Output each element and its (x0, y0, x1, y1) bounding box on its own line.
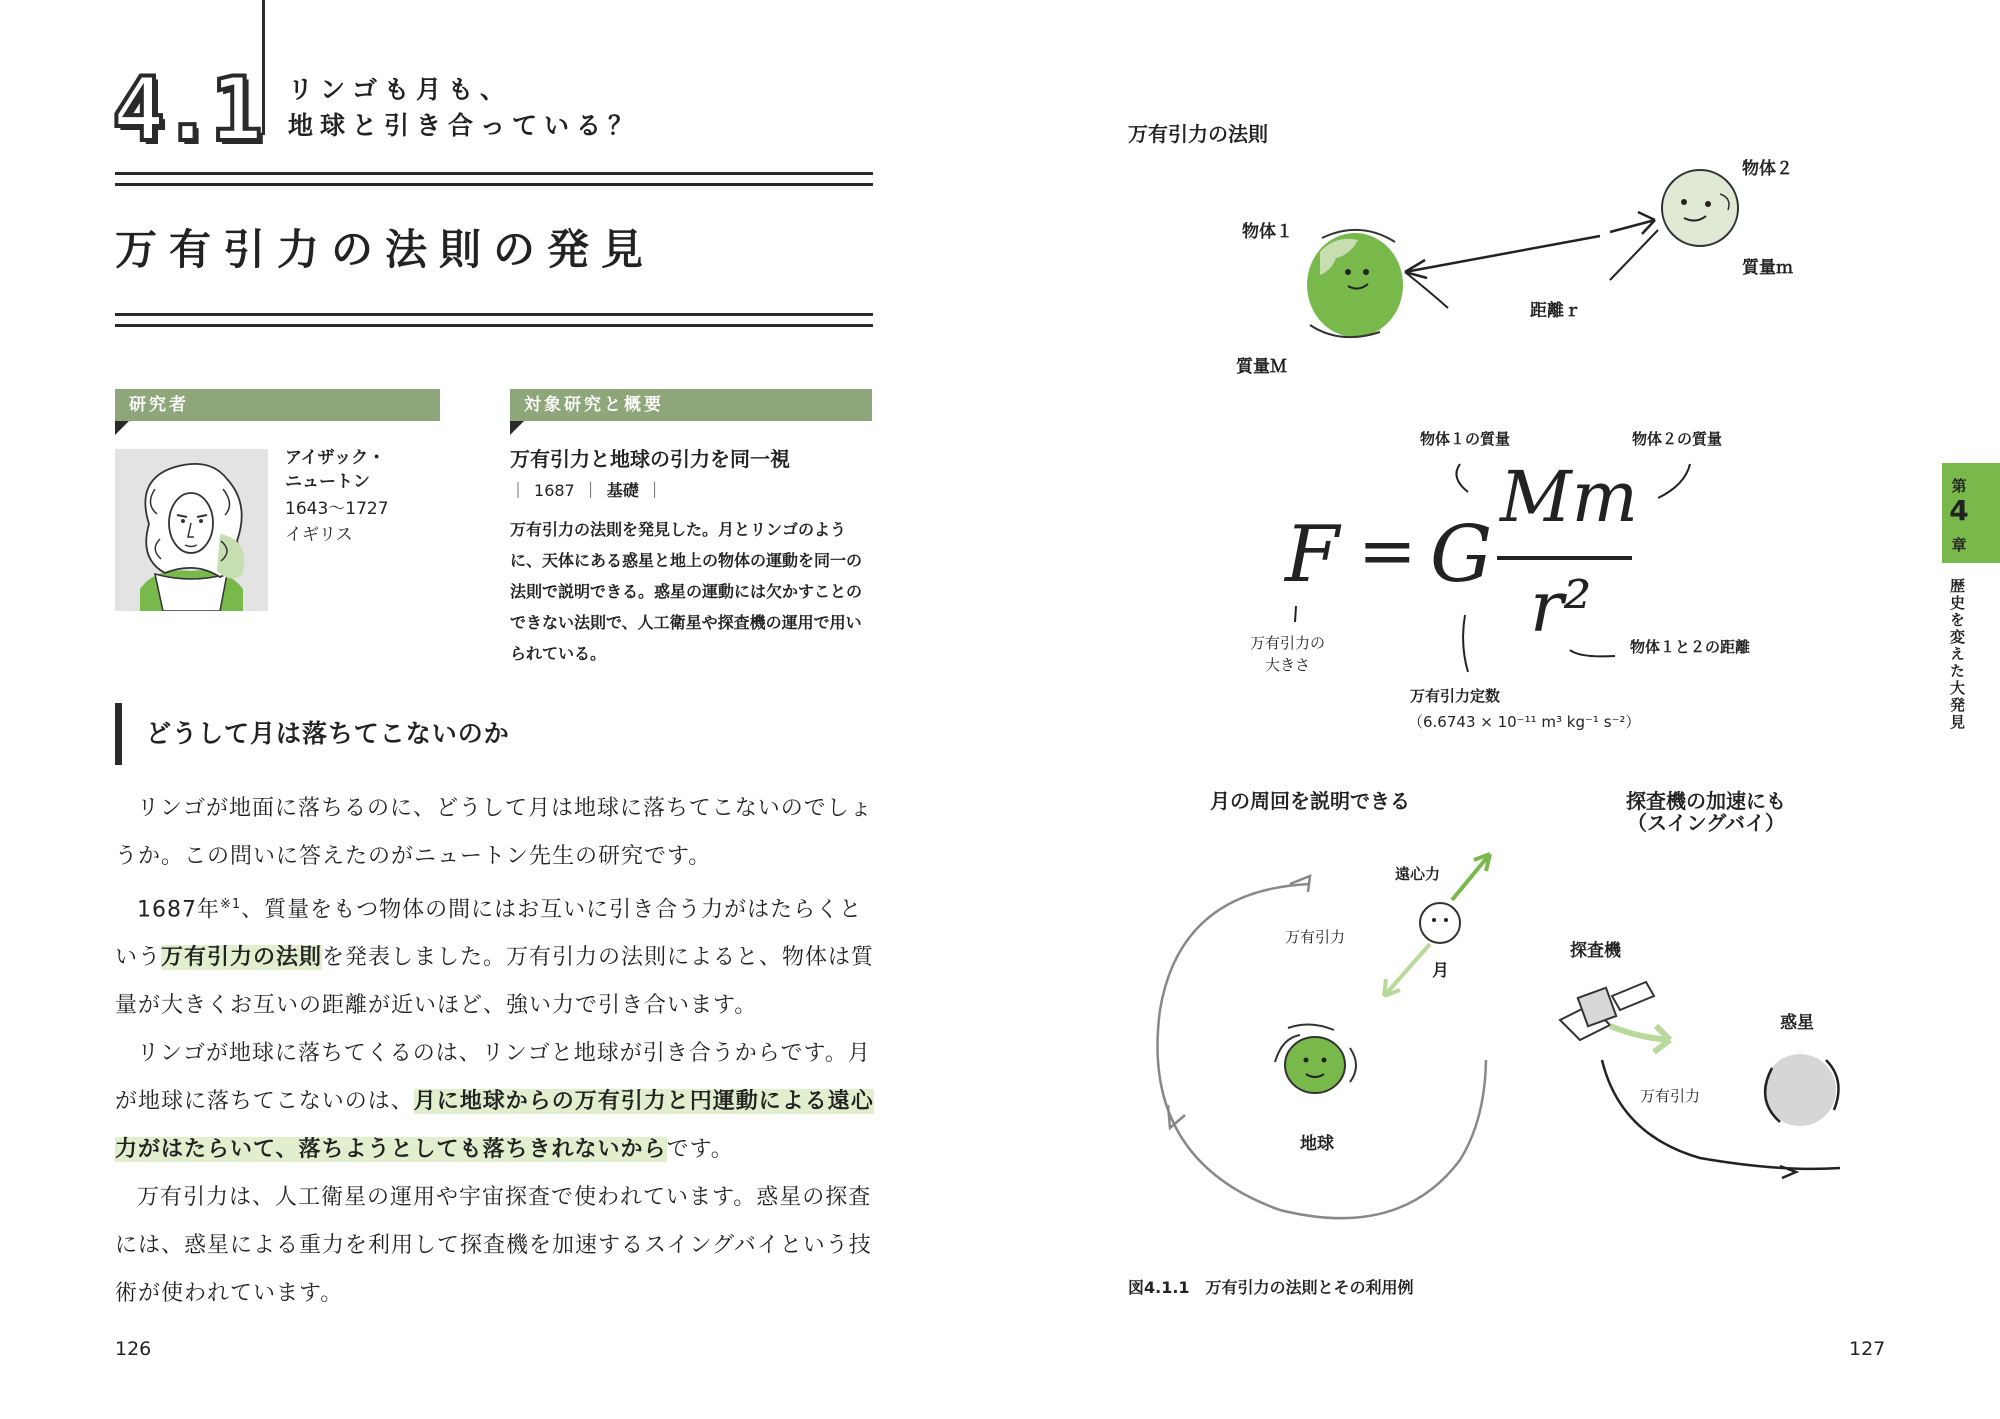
centrifugal-label: 遠心力 (1395, 865, 1441, 883)
note-constant-value: （6.6743 × 10⁻¹¹ m³ kg⁻¹ s⁻²） (1408, 713, 1641, 731)
section-title-line2: 地球と引き合っている？ (288, 111, 641, 140)
body-text (115, 785, 880, 1318)
page-number-left: 126 (115, 1338, 152, 1360)
formula-equals: = (1358, 510, 1417, 592)
formula-denominator: r² (1530, 566, 1592, 648)
topic-description: 万有引力の法則を発見した。月とリンゴのように、天体にある惑星と地上の物体の運動を同一の法則で説明できる。惑星の運動には欠かすことのできない法則で、人工衛星や探査機の運用で用いられている。 (510, 520, 863, 663)
footnote-mark: ※1 (220, 897, 242, 912)
section-divider (262, 0, 265, 135)
law-diagram-title: 万有引力の法則 (1128, 122, 1268, 146)
subheading-bar (115, 703, 122, 765)
section-title-line1: リンゴも月も、 (288, 75, 513, 104)
researcher-name (285, 446, 445, 494)
researcher-years: 1643〜1727 (285, 499, 389, 519)
highlight-term: 万有引力の法則 (161, 945, 323, 971)
body-paragraph: リンゴが地球に落ちてくるのは、リンゴと地球が引き合うからです。月が地球に落ちてこないのは、月に地球からの万有引力と円運動による遠心力がはたらいて、落ちようとしても落ちきれないからです。 (115, 1041, 874, 1163)
page-number-right: 127 (1849, 1338, 1886, 1360)
newton-portrait-illustration (115, 449, 268, 611)
topic-label: 対象研究と概要 (510, 389, 872, 421)
topic-title: 万有引力と地球の引力を同一視 (510, 447, 790, 471)
note-distance: 物体１と２の距離 (1630, 638, 1751, 656)
title-rule-top (115, 172, 873, 186)
researcher-name-line1: アイザック・ (285, 448, 386, 468)
topic-category: 基礎 (606, 481, 639, 500)
gravity-moon-label: 万有引力 (1285, 928, 1346, 946)
formula-numerator: Mm (1500, 456, 1639, 538)
formula-G: G (1430, 510, 1493, 600)
note-force: 万有引力の 大きさ (1250, 634, 1326, 674)
note-mass1: 物体１の質量 (1420, 430, 1511, 448)
distance-label: 距離ｒ (1530, 301, 1581, 321)
formula-F: F (1285, 510, 1340, 600)
section-title (288, 72, 640, 144)
object2-label: 物体２ (1742, 159, 1793, 179)
chapter-number: 4 (1949, 494, 1969, 527)
label-corner-mark (115, 421, 129, 435)
note-constant: 万有引力定数 (1410, 687, 1501, 705)
swingby-diagram (1550, 960, 1860, 1190)
chapter-title-vertical: 歴史を変えた大発見 (1948, 578, 1966, 731)
section-number: 4.1 (112, 58, 259, 161)
moon-orbit-title: 月の周回を説明できる (1210, 789, 1410, 813)
researcher-name-line2: ニュートン (285, 472, 370, 492)
note-mass2: 物体２の質量 (1632, 430, 1723, 448)
moon-label: 月 (1432, 961, 1449, 981)
gravity-probe-label: 万有引力 (1640, 1087, 1701, 1105)
object1-label: 物体１ (1242, 222, 1293, 242)
chapter-sho: 章 (1951, 536, 1967, 554)
moon-orbit-diagram (1140, 830, 1500, 1250)
body-paragraph: 万有引力は、人工衛星の運用や宇宙探査で使われています。惑星の探査には、惑星による重力を利用して探査機を加速するスイングバイという技術が使われています。 (115, 1185, 872, 1307)
earth-label: 地球 (1300, 1134, 1334, 1154)
subheading: どうして月は落ちてこないのか (146, 719, 510, 748)
swingby-title: 探査機の加速にも （スイングバイ） (1626, 789, 1786, 835)
body-paragraph: リンゴが地面に落ちるのに、どうして月は地球に落ちてこないのでしょうか。この問いに答えたのがニュートン先生の研究です。 (115, 796, 873, 869)
highlight-phrase: 月に地球からの万有引力と円運動による遠心力がはたらいて、落ちようとしても落ちきれないから (115, 1089, 874, 1163)
body-paragraph: 1687年$^{※1}$、質量をもつ物体の間にはお互いに引き合う力がはたらくという万有引力の法則を発表しました。万有引力の法則によると、物体は質量が大きくお互いの距離が近いほど、強い力で引き合います。 (115, 897, 875, 1019)
researcher-label: 研究者 (115, 389, 440, 421)
label-corner-mark (510, 421, 524, 435)
probe-label: 探査機 (1570, 941, 1621, 961)
chapter-dai: 第 (1951, 477, 1967, 495)
planet-label: 惑星 (1780, 1013, 1814, 1033)
figure-caption: 図4.1.1 万有引力の法則とその利用例 (1128, 1278, 1414, 1297)
topic-meta: ｜ 1687 ｜ 基礎 ｜ (510, 481, 663, 500)
title-rule-bottom (115, 313, 873, 327)
main-title: 万有引力の法則の発見 (115, 225, 656, 274)
mass-m-label: 質量ｍ (1742, 258, 1793, 278)
topic-year: 1687 (534, 481, 575, 500)
researcher-country: イギリス (285, 525, 353, 545)
mass-M-label: 質量Ｍ (1236, 357, 1287, 377)
